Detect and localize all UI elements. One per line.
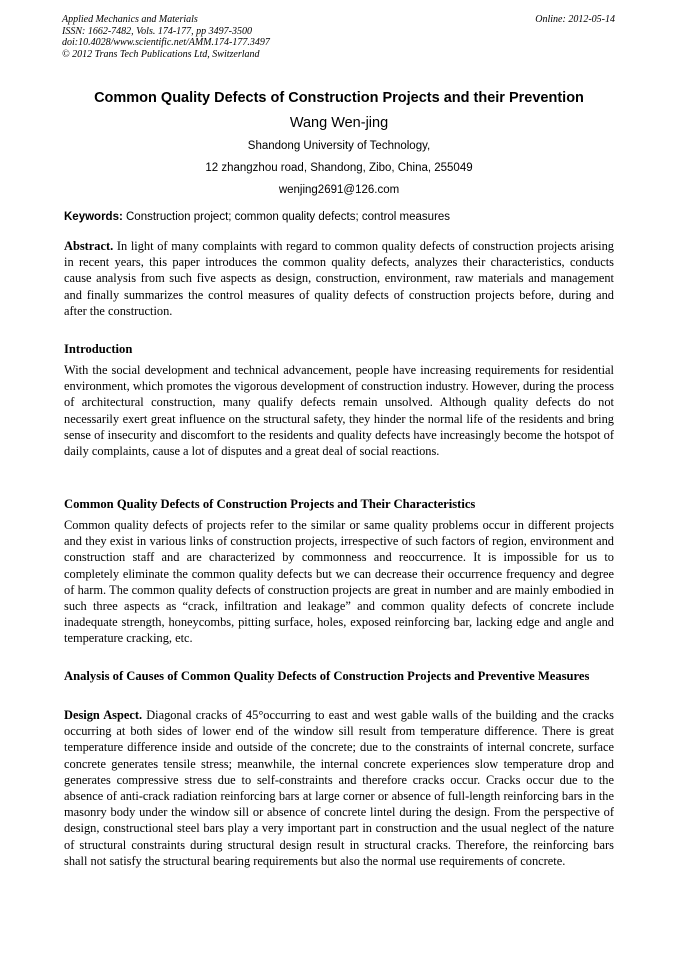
keywords-text: Construction project; common quality defects; control measures bbox=[122, 211, 451, 223]
doi-line: doi:10.4028/www.scientific.net/AMM.174-177.3497 bbox=[62, 37, 270, 49]
characteristics-heading: Common Quality Defects of Construction Projects and Their Characteristics bbox=[64, 497, 476, 511]
design-aspect-paragraph bbox=[64, 707, 614, 869]
keywords bbox=[64, 210, 616, 224]
affiliation-line-2: 12 zhangzhou road, Shandong, Zibo, China, 255049 bbox=[205, 162, 473, 174]
design-aspect-label: Design Aspect. bbox=[64, 708, 143, 722]
paper-title: Common Quality Defects of Construction Projects and their Prevention bbox=[94, 90, 584, 106]
abstract-label: Abstract. bbox=[64, 239, 114, 253]
abstract bbox=[64, 238, 614, 319]
author-name: Wang Wen-jing bbox=[289, 115, 389, 131]
journal-header bbox=[62, 14, 618, 60]
journal-name: Applied Mechanics and Materials bbox=[62, 14, 198, 25]
introduction-heading: Introduction bbox=[64, 342, 133, 356]
issn-line: ISSN: 1662-7482, Vols. 174-177, pp 3497-3500 bbox=[62, 25, 252, 37]
affiliation-line-1: Shandong University of Technology, bbox=[247, 140, 431, 152]
online-date: Online: 2012-05-14 bbox=[535, 14, 615, 25]
abstract-text: In light of many complaints with regard to common quality defects of construction projects arising in recent years, this paper introduces the common quality defects, analyzes their characteristics, conducts cause analysis from such five aspects as design, construction, environment, raw materials and management and finally summarizes the control measures of quality defects of construction projects before, during and after the construction. bbox=[64, 239, 614, 318]
analysis-heading: Analysis of Causes of Common Quality Defects of Construction Projects and Preventive Measures bbox=[64, 669, 590, 683]
copyright-line: © 2012 Trans Tech Publications Ltd, Switzerland bbox=[62, 48, 260, 60]
author-email: wenjing2691@126.com bbox=[278, 184, 400, 196]
design-aspect-text: Diagonal cracks of 45°occurring to east and west gable walls of the building and the cracks occurring at both sides of lower end of the window sill result from temperature difference. There is great temperature difference inside and outside of the concrete; due to the constraints of internal concrete, surface concrete generates tensile stress; meanwhile, the internal concrete experiences slow temperature drop and generates compressive stress due to self-constraints and therefore cracks occur. Cracks occur due to the absence of anti-crack radiation reinforcing bars at large corner or absence of full-length reinforcing bars in the masonry body under the window sill or absence of concrete lintel during the design. From the perspective of design, constructional steel bars play a very important part in construction and the usual neglect of the nature of structural constraints during structural design result in structural cracks. Therefore, the reinforcing bars shall not satisfy the structural bearing requirements but also the normal use requirements of concrete. bbox=[64, 708, 614, 868]
introduction-text: With the social development and technical advancement, people have increasing requirements for residential environment, which promotes the vigorous development of construction industry. However, during the process of architectural construction, many qualify defects remain unsolved. Although quality defects do not necessarily exert great influence on the structural safety, they hinder the normal life of the residents and bring sense of insecurity and discomfort to the residents and quality defects have increasingly become the hotspot of daily complaints, cause a lot of disputes and a great deal of social reactions. bbox=[64, 363, 614, 459]
keywords-label: Keywords: bbox=[64, 211, 123, 223]
characteristics-text: Common quality defects of projects refer to the similar or same quality problems occur in different projects and they exist in various links of construction projects, irrespective of such factors of region, environment and construction staff and are characterized by commonness and reoccurrence. It is impossible for us to completely eliminate the common quality defects but we can decrease their occurrence frequency and degree of harm. The common quality defects of construction projects are great in number and are mainly embodied in such three aspects as “crack, infiltration and leakage” and common quality defects of concrete include inadequate strength, honeycombs, pitting surface, holes, exposed reinforcing bar, lacking edge and angle and temperature cracking, etc. bbox=[64, 518, 614, 646]
